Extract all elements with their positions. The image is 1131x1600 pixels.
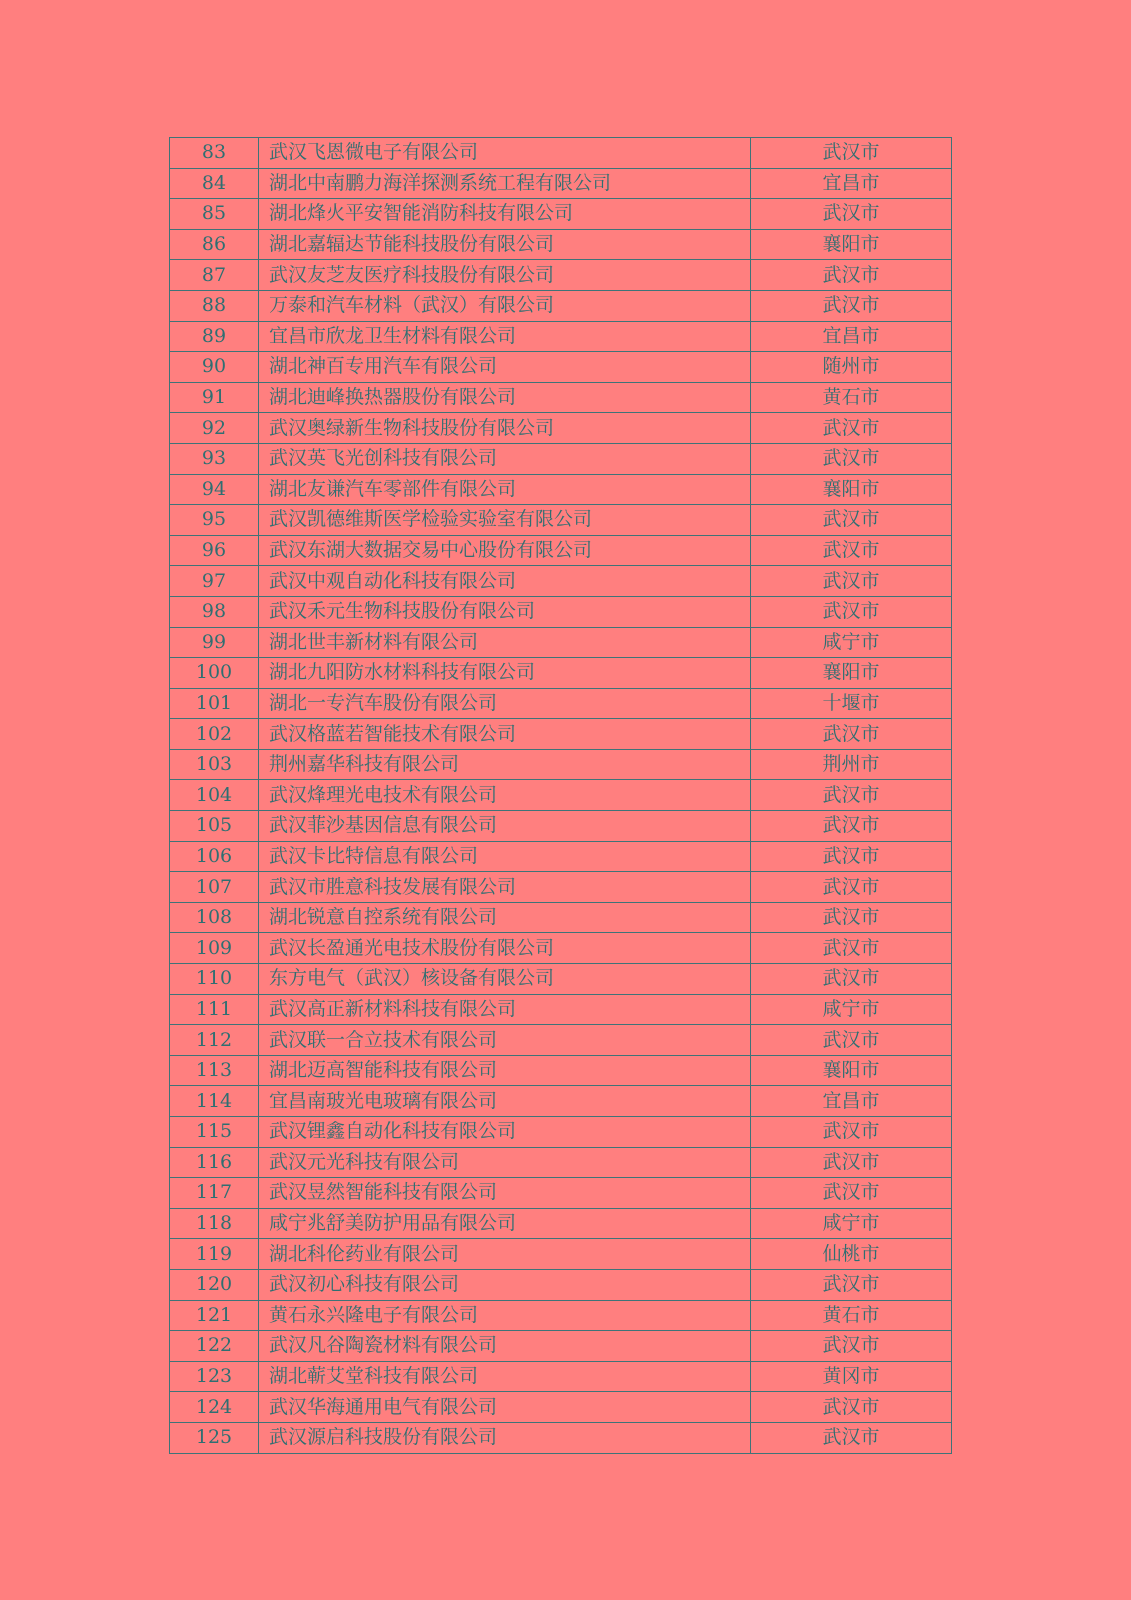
table-row <box>170 413 952 444</box>
company-name-cell: 武汉奥绿新生物科技股份有限公司 <box>259 413 751 444</box>
row-number-cell: 85 <box>170 199 259 230</box>
city-cell: 武汉市 <box>751 413 952 444</box>
city-cell: 武汉市 <box>751 933 952 964</box>
row-number-cell: 102 <box>170 719 259 750</box>
row-number-cell: 112 <box>170 1025 259 1056</box>
row-number-cell: 122 <box>170 1331 259 1362</box>
table-row <box>170 290 952 321</box>
row-number-cell: 92 <box>170 413 259 444</box>
company-name-cell: 武汉高正新材料科技有限公司 <box>259 994 751 1025</box>
table-row <box>170 688 952 719</box>
company-name-cell: 万泰和汽车材料（武汉）有限公司 <box>259 290 751 321</box>
city-cell: 咸宁市 <box>751 627 952 658</box>
table-row <box>170 719 952 750</box>
company-name-cell: 荆州嘉华科技有限公司 <box>259 749 751 780</box>
row-number-cell: 93 <box>170 443 259 474</box>
table-row <box>170 841 952 872</box>
table-row <box>170 1361 952 1392</box>
company-name-cell: 武汉锂鑫自动化科技有限公司 <box>259 1117 751 1148</box>
row-number-cell: 84 <box>170 168 259 199</box>
city-cell: 黄石市 <box>751 1300 952 1331</box>
row-number-cell: 115 <box>170 1117 259 1148</box>
company-name-cell: 武汉凡谷陶瓷材料有限公司 <box>259 1331 751 1362</box>
row-number-cell: 108 <box>170 902 259 933</box>
company-name-cell: 武汉东湖大数据交易中心股份有限公司 <box>259 535 751 566</box>
table-row <box>170 1392 952 1423</box>
company-name-cell: 东方电气（武汉）核设备有限公司 <box>259 964 751 995</box>
row-number-cell: 98 <box>170 596 259 627</box>
city-cell: 武汉市 <box>751 199 952 230</box>
row-number-cell: 105 <box>170 811 259 842</box>
city-cell: 十堰市 <box>751 688 952 719</box>
city-cell: 仙桃市 <box>751 1239 952 1270</box>
table-row <box>170 1086 952 1117</box>
company-list-body <box>170 138 952 1454</box>
row-number-cell: 101 <box>170 688 259 719</box>
company-name-cell: 武汉飞恩微电子有限公司 <box>259 138 751 169</box>
company-name-cell: 湖北嘉辐达节能科技股份有限公司 <box>259 229 751 260</box>
city-cell: 襄阳市 <box>751 1055 952 1086</box>
row-number-cell: 91 <box>170 382 259 413</box>
table-row <box>170 1269 952 1300</box>
table-row <box>170 443 952 474</box>
row-number-cell: 110 <box>170 964 259 995</box>
row-number-cell: 96 <box>170 535 259 566</box>
company-name-cell: 武汉联一合立技术有限公司 <box>259 1025 751 1056</box>
city-cell: 武汉市 <box>751 1117 952 1148</box>
company-name-cell: 湖北世丰新材料有限公司 <box>259 627 751 658</box>
row-number-cell: 109 <box>170 933 259 964</box>
table-row <box>170 658 952 689</box>
row-number-cell: 111 <box>170 994 259 1025</box>
company-name-cell: 湖北神百专用汽车有限公司 <box>259 352 751 383</box>
company-name-cell: 湖北蕲艾堂科技有限公司 <box>259 1361 751 1392</box>
table-row <box>170 199 952 230</box>
table-row <box>170 1055 952 1086</box>
company-name-cell: 武汉中观自动化科技有限公司 <box>259 566 751 597</box>
row-number-cell: 114 <box>170 1086 259 1117</box>
company-name-cell: 湖北烽火平安智能消防科技有限公司 <box>259 199 751 230</box>
table-row <box>170 964 952 995</box>
table-row <box>170 1208 952 1239</box>
company-name-cell: 武汉昱然智能科技有限公司 <box>259 1178 751 1209</box>
table-row <box>170 229 952 260</box>
city-cell: 武汉市 <box>751 872 952 903</box>
table-row <box>170 994 952 1025</box>
city-cell: 武汉市 <box>751 535 952 566</box>
city-cell: 武汉市 <box>751 841 952 872</box>
table-row <box>170 1300 952 1331</box>
city-cell: 宜昌市 <box>751 1086 952 1117</box>
row-number-cell: 95 <box>170 505 259 536</box>
city-cell: 武汉市 <box>751 1269 952 1300</box>
company-name-cell: 武汉元光科技有限公司 <box>259 1147 751 1178</box>
city-cell: 宜昌市 <box>751 168 952 199</box>
table-row <box>170 566 952 597</box>
company-name-cell: 黄石永兴隆电子有限公司 <box>259 1300 751 1331</box>
row-number-cell: 89 <box>170 321 259 352</box>
city-cell: 武汉市 <box>751 1422 952 1453</box>
city-cell: 襄阳市 <box>751 474 952 505</box>
table-row <box>170 872 952 903</box>
table-row <box>170 780 952 811</box>
table-row <box>170 811 952 842</box>
company-name-cell: 湖北迪峰换热器股份有限公司 <box>259 382 751 413</box>
city-cell: 咸宁市 <box>751 1208 952 1239</box>
company-name-cell: 湖北一专汽车股份有限公司 <box>259 688 751 719</box>
table-row <box>170 596 952 627</box>
table-row <box>170 1147 952 1178</box>
company-name-cell: 武汉华海通用电气有限公司 <box>259 1392 751 1423</box>
city-cell: 武汉市 <box>751 964 952 995</box>
city-cell: 武汉市 <box>751 1331 952 1362</box>
city-cell: 武汉市 <box>751 505 952 536</box>
company-name-cell: 武汉卡比特信息有限公司 <box>259 841 751 872</box>
table-row <box>170 933 952 964</box>
row-number-cell: 121 <box>170 1300 259 1331</box>
row-number-cell: 106 <box>170 841 259 872</box>
company-name-cell: 武汉长盈通光电技术股份有限公司 <box>259 933 751 964</box>
company-name-cell: 湖北锐意自控系统有限公司 <box>259 902 751 933</box>
row-number-cell: 120 <box>170 1269 259 1300</box>
city-cell: 武汉市 <box>751 811 952 842</box>
company-name-cell: 宜昌市欣龙卫生材料有限公司 <box>259 321 751 352</box>
row-number-cell: 87 <box>170 260 259 291</box>
company-list-table <box>169 137 952 1454</box>
table-row <box>170 1239 952 1270</box>
city-cell: 荆州市 <box>751 749 952 780</box>
table-row <box>170 535 952 566</box>
row-number-cell: 125 <box>170 1422 259 1453</box>
row-number-cell: 100 <box>170 658 259 689</box>
city-cell: 武汉市 <box>751 1025 952 1056</box>
table-row <box>170 168 952 199</box>
row-number-cell: 94 <box>170 474 259 505</box>
city-cell: 武汉市 <box>751 1392 952 1423</box>
table-row <box>170 382 952 413</box>
row-number-cell: 83 <box>170 138 259 169</box>
city-cell: 武汉市 <box>751 596 952 627</box>
city-cell: 武汉市 <box>751 719 952 750</box>
city-cell: 黄石市 <box>751 382 952 413</box>
table-row <box>170 1331 952 1362</box>
city-cell: 武汉市 <box>751 260 952 291</box>
city-cell: 武汉市 <box>751 780 952 811</box>
company-name-cell: 武汉烽理光电技术有限公司 <box>259 780 751 811</box>
city-cell: 武汉市 <box>751 443 952 474</box>
row-number-cell: 99 <box>170 627 259 658</box>
city-cell: 武汉市 <box>751 566 952 597</box>
row-number-cell: 90 <box>170 352 259 383</box>
table-row <box>170 1117 952 1148</box>
row-number-cell: 113 <box>170 1055 259 1086</box>
row-number-cell: 103 <box>170 749 259 780</box>
company-name-cell: 武汉禾元生物科技股份有限公司 <box>259 596 751 627</box>
city-cell: 武汉市 <box>751 138 952 169</box>
city-cell: 襄阳市 <box>751 229 952 260</box>
city-cell: 武汉市 <box>751 1178 952 1209</box>
company-name-cell: 武汉菲沙基因信息有限公司 <box>259 811 751 842</box>
company-name-cell: 湖北友谦汽车零部件有限公司 <box>259 474 751 505</box>
company-name-cell: 湖北科伦药业有限公司 <box>259 1239 751 1270</box>
row-number-cell: 116 <box>170 1147 259 1178</box>
table-row <box>170 352 952 383</box>
table-row <box>170 627 952 658</box>
city-cell: 宜昌市 <box>751 321 952 352</box>
company-name-cell: 咸宁兆舒美防护用品有限公司 <box>259 1208 751 1239</box>
company-name-cell: 武汉凯德维斯医学检验实验室有限公司 <box>259 505 751 536</box>
row-number-cell: 97 <box>170 566 259 597</box>
company-name-cell: 武汉格蓝若智能技术有限公司 <box>259 719 751 750</box>
row-number-cell: 117 <box>170 1178 259 1209</box>
company-name-cell: 武汉英飞光创科技有限公司 <box>259 443 751 474</box>
row-number-cell: 107 <box>170 872 259 903</box>
row-number-cell: 119 <box>170 1239 259 1270</box>
company-name-cell: 武汉友芝友医疗科技股份有限公司 <box>259 260 751 291</box>
city-cell: 武汉市 <box>751 902 952 933</box>
city-cell: 武汉市 <box>751 1147 952 1178</box>
row-number-cell: 124 <box>170 1392 259 1423</box>
table-row <box>170 321 952 352</box>
table-row <box>170 138 952 169</box>
city-cell: 随州市 <box>751 352 952 383</box>
table-row <box>170 749 952 780</box>
row-number-cell: 123 <box>170 1361 259 1392</box>
city-cell: 黄冈市 <box>751 1361 952 1392</box>
company-name-cell: 武汉源启科技股份有限公司 <box>259 1422 751 1453</box>
table-row <box>170 505 952 536</box>
table-row <box>170 1025 952 1056</box>
table-row <box>170 474 952 505</box>
table-row <box>170 1422 952 1453</box>
table-row <box>170 260 952 291</box>
table-row <box>170 902 952 933</box>
city-cell: 武汉市 <box>751 290 952 321</box>
row-number-cell: 88 <box>170 290 259 321</box>
row-number-cell: 104 <box>170 780 259 811</box>
company-name-cell: 武汉初心科技有限公司 <box>259 1269 751 1300</box>
company-name-cell: 湖北九阳防水材料科技有限公司 <box>259 658 751 689</box>
company-name-cell: 湖北迈高智能科技有限公司 <box>259 1055 751 1086</box>
city-cell: 襄阳市 <box>751 658 952 689</box>
city-cell: 咸宁市 <box>751 994 952 1025</box>
row-number-cell: 86 <box>170 229 259 260</box>
company-name-cell: 湖北中南鹏力海洋探测系统工程有限公司 <box>259 168 751 199</box>
row-number-cell: 118 <box>170 1208 259 1239</box>
table-row <box>170 1178 952 1209</box>
company-name-cell: 武汉市胜意科技发展有限公司 <box>259 872 751 903</box>
company-name-cell: 宜昌南玻光电玻璃有限公司 <box>259 1086 751 1117</box>
